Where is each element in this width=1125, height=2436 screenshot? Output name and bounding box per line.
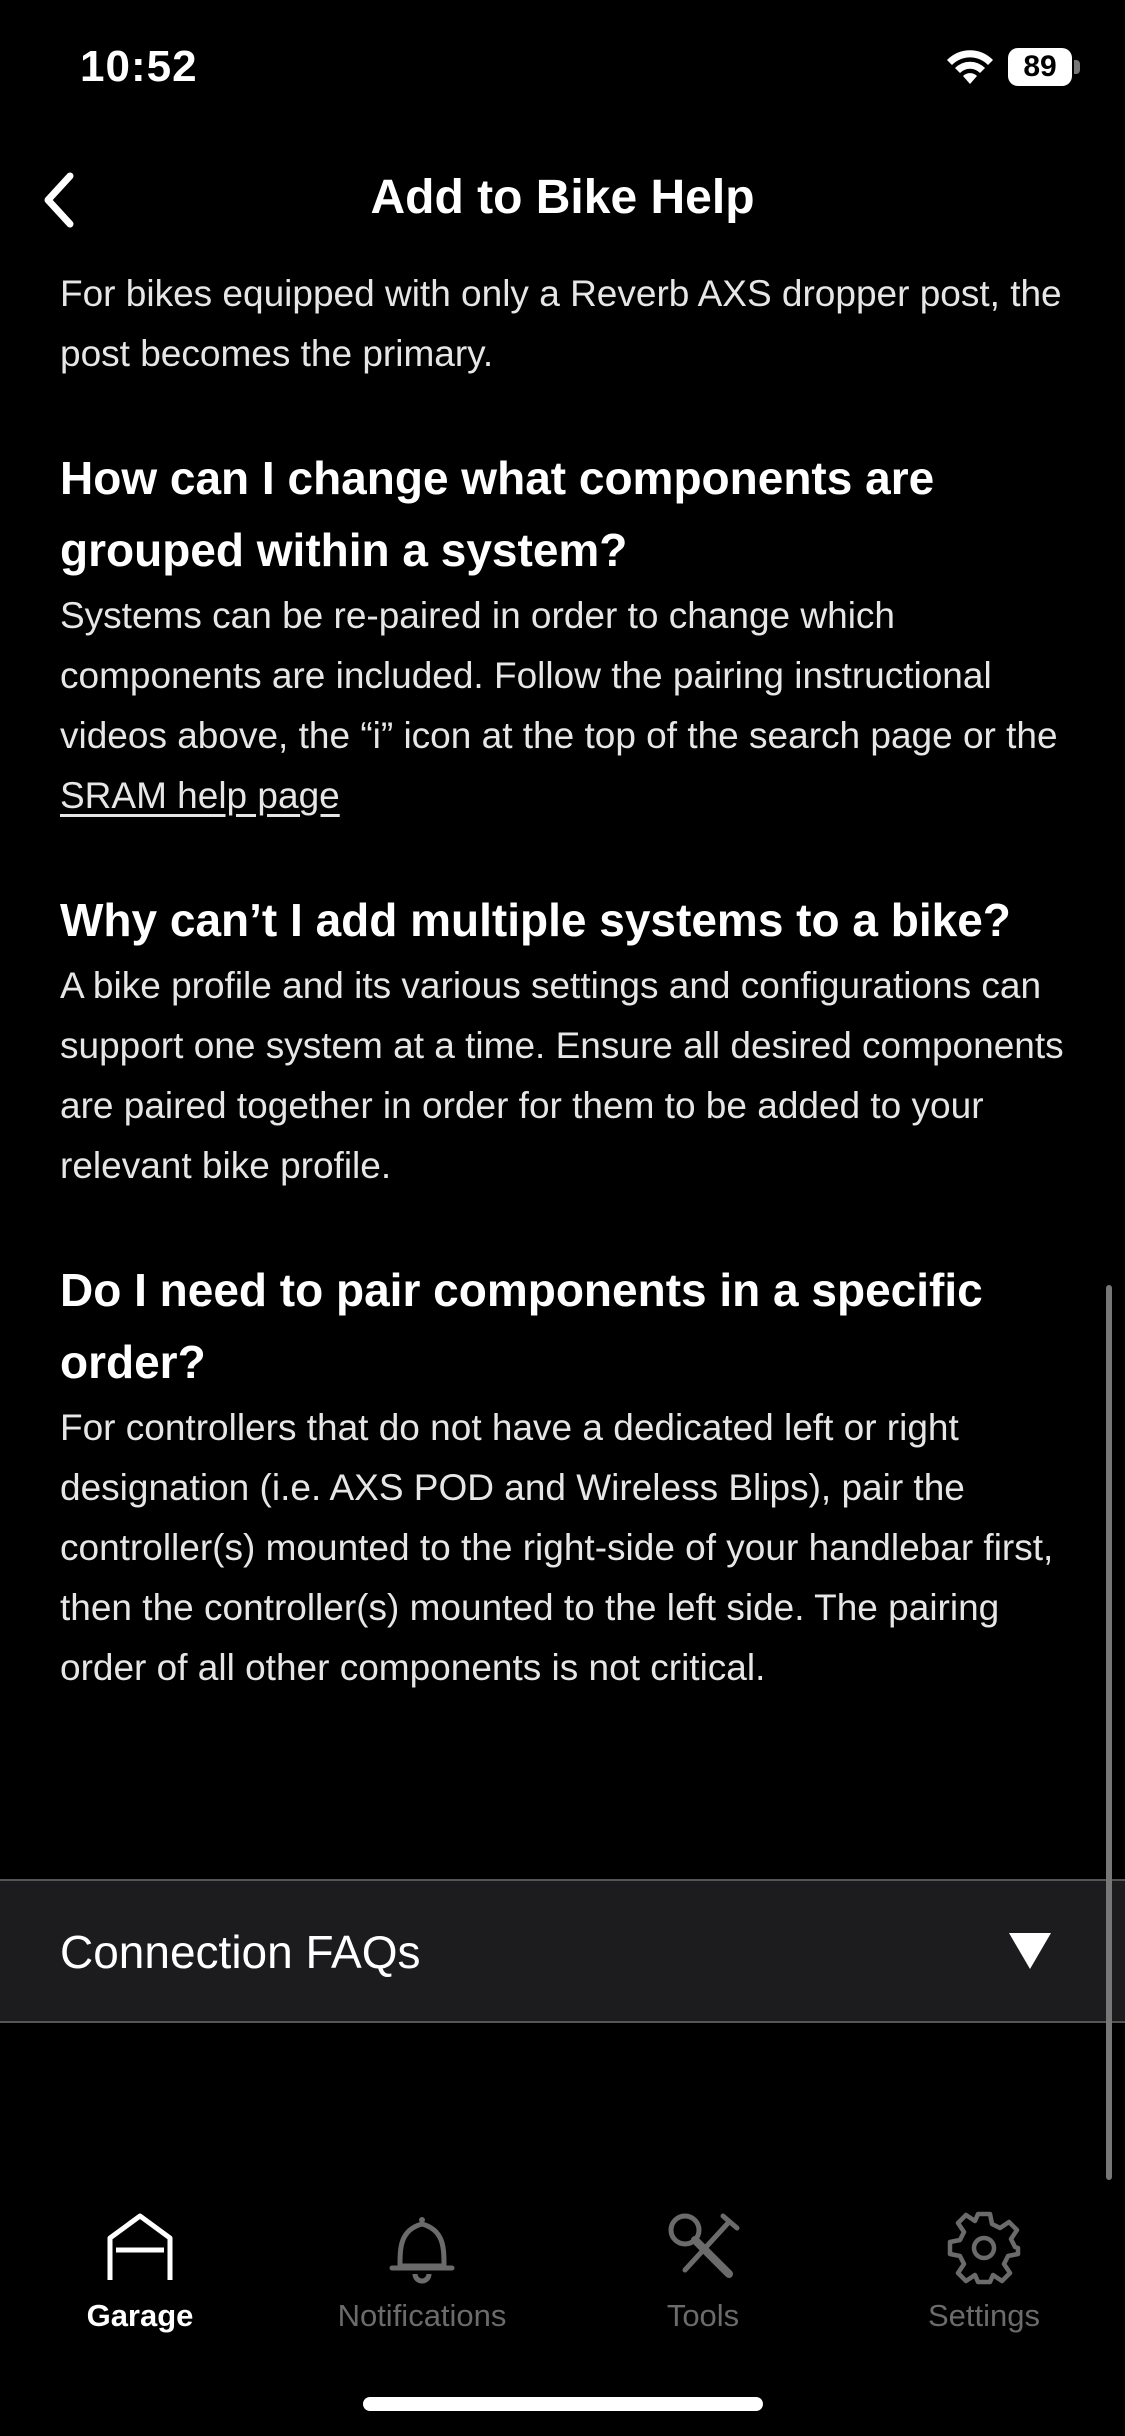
gear-icon: [944, 2208, 1024, 2288]
faq-item: [60, 884, 1070, 1196]
faq-question: How can I change what components are grouped within a system?: [60, 452, 935, 576]
intro-text: For bikes equipped with only a Reverb AXS dropper post, the post becomes the primary.: [60, 273, 1062, 374]
page-title: Add to Bike Help: [370, 171, 755, 224]
tab-label: Notifications: [337, 2298, 507, 2333]
garage-icon: [100, 2208, 180, 2288]
wifi-icon: [944, 48, 996, 86]
faq-item: [60, 1254, 1070, 1698]
status-time: 10:52: [80, 42, 198, 91]
tab-label: Garage: [86, 2298, 194, 2333]
home-indicator[interactable]: [363, 2397, 763, 2411]
tab-label: Tools: [666, 2298, 740, 2333]
tools-icon: [663, 2208, 743, 2288]
status-bar: [0, 0, 1125, 140]
battery-icon: [1008, 48, 1080, 86]
sram-help-link[interactable]: SRAM help page: [60, 775, 340, 816]
tab-notifications[interactable]: [302, 2208, 542, 2358]
bell-icon: [382, 2208, 462, 2288]
connection-faqs-row[interactable]: [0, 1879, 1125, 2023]
nav-bar: [0, 150, 1125, 250]
tab-label: Settings: [927, 2298, 1040, 2333]
tab-tools[interactable]: [583, 2208, 823, 2358]
faq-question: Do I need to pair components in a specific order?: [60, 1264, 983, 1388]
tab-settings[interactable]: [864, 2208, 1104, 2358]
faq-answer: For controllers that do not have a dedicated left or right designation (i.e. AXS POD and Wireless Blips), pair the controller(s) mounted to the right-side of your handlebar first, then the controller(s) mounted to the left side. The pairing order of all other components is not critical.: [60, 1407, 1054, 1688]
faq-question: Why can’t I add multiple systems to a bike?: [60, 894, 1011, 946]
help-content[interactable]: [60, 264, 1070, 1756]
faq-answer: Systems can be re-paired in order to change which components are included. Follow the pairing instructional videos above, the “i” icon at the top of the search page or the SRAM help page: [60, 595, 1058, 816]
scrollbar[interactable]: [1106, 1285, 1112, 2180]
battery-level: 89: [1008, 48, 1072, 86]
triangle-down-icon: [1009, 1933, 1051, 1969]
tab-garage[interactable]: [20, 2208, 260, 2358]
connection-faqs-label: Connection FAQs: [60, 1926, 421, 1978]
faq-item: [60, 442, 1070, 826]
faq-answer: A bike profile and its various settings and configurations can support one system at a time. Ensure all desired components are paired together in order for them to be added to your relevant bike profile.: [60, 965, 1064, 1186]
